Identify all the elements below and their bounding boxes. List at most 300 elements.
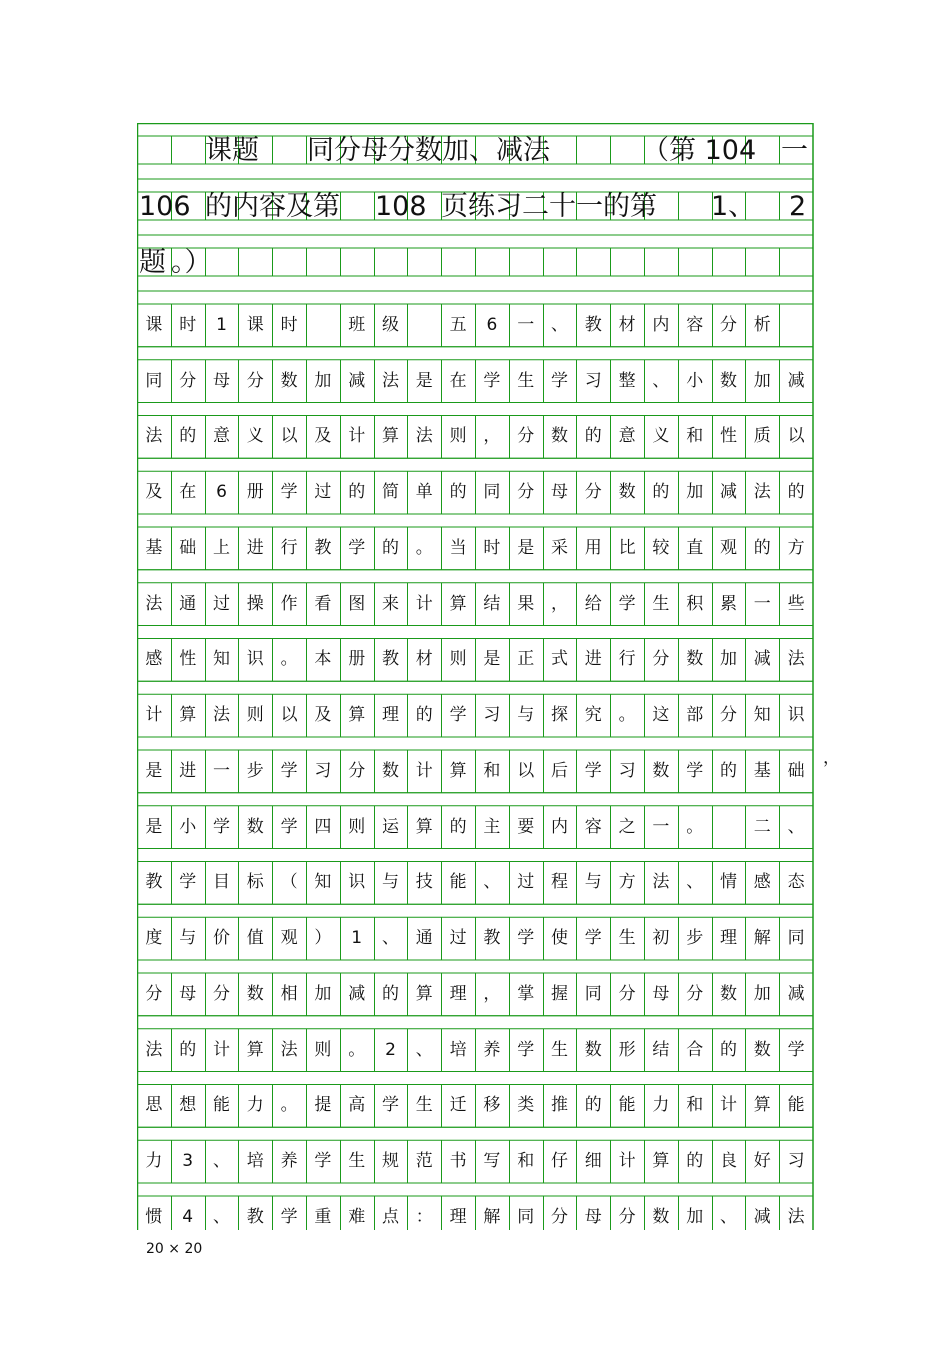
grid-cell-char: 力: [246, 1095, 264, 1116]
grid-cell-char: 学: [381, 1095, 399, 1116]
grid-cell-char: 则: [314, 1039, 332, 1060]
grid-cell-char: 与: [584, 872, 602, 893]
grid-cell-char: 是: [145, 816, 163, 837]
grid-cell-char: 识: [246, 649, 264, 670]
grid-cell-char: 能: [449, 872, 467, 893]
grid-cell-char: 材: [618, 314, 636, 335]
grid-cell-char: 2: [385, 1039, 396, 1060]
grid-cell-char: 式: [550, 649, 568, 670]
grid-cell-char: 学: [483, 370, 501, 391]
grid-cell-char: 一: [517, 314, 535, 335]
grid-cell-char: 上: [212, 537, 230, 558]
grid-cell-char: 简: [381, 482, 399, 503]
grid-cell-char: 级: [381, 314, 399, 335]
grid-cell-char: 结: [483, 593, 501, 614]
grid-cell-char: 教: [314, 537, 332, 558]
grid-cell-char: 程: [550, 872, 568, 893]
grid-cell-char: 和: [686, 1095, 704, 1116]
grid-cell-char: 进: [246, 537, 264, 558]
grid-cell-char: 的: [381, 983, 399, 1004]
grid-cell-char: 后: [550, 760, 568, 781]
grid-cell-char: 果: [517, 593, 535, 614]
grid-cell-char: 法: [753, 482, 771, 503]
grid-cell-char: 书: [449, 1151, 467, 1172]
grid-cell-char: 教: [584, 314, 602, 335]
grid-cell-char: 重: [314, 1206, 332, 1227]
grid-cell-char: 数: [753, 1039, 771, 1060]
grid-cell-char: 课: [246, 314, 264, 335]
grid-cell-char: 3: [182, 1151, 194, 1172]
grid-cell-char: 分: [348, 760, 366, 781]
margin-comma: ，: [823, 748, 840, 768]
grid-cell-char: 学: [517, 1039, 535, 1060]
grid-cell-char: 来: [381, 593, 399, 614]
grid-cell-char: 与: [179, 928, 197, 949]
title-text-segment: 1、: [711, 191, 756, 222]
grid-cell-char: 仔: [550, 1151, 568, 1172]
grid-size-label: 20 × 20: [146, 1241, 203, 1257]
grid-cell-char: 和: [686, 426, 704, 447]
grid-cell-char: 学: [517, 928, 535, 949]
grid-cell-char: 学: [787, 1039, 805, 1060]
grid-cell-char: 、: [686, 872, 704, 893]
grid-cell-char: 能: [787, 1095, 805, 1116]
grid-cell-char: 直: [686, 537, 704, 558]
grid-cell-char: 算: [415, 816, 433, 837]
grid-cell-char: 单: [415, 482, 433, 503]
grid-cell-char: 内: [550, 816, 568, 837]
grid-cell-char: 一: [652, 816, 670, 837]
grid-cell-char: 学: [584, 928, 602, 949]
title-text-segment: 的内容及第: [205, 191, 340, 222]
grid-cell-char: 计: [719, 1095, 737, 1116]
grid-cell-char: 数: [686, 649, 704, 670]
grid-cell-char: 加: [686, 1206, 704, 1227]
grid-cell-char: 要: [517, 816, 535, 837]
grid-cell-char: 减: [787, 983, 805, 1004]
grid-cell-char: 给: [584, 593, 602, 614]
grid-cell-char: 养: [280, 1151, 298, 1172]
grid-cell-char: 整: [618, 370, 636, 391]
grid-cell-char: 培: [246, 1151, 264, 1172]
grid-cell-char: 1: [216, 314, 227, 335]
grid-cell-char: 算: [381, 426, 399, 447]
grid-cell-char: 础: [179, 537, 197, 558]
grid-cell-char: 法: [145, 1039, 163, 1060]
grid-cell-char: 学: [280, 760, 298, 781]
grid-cell-char: 习: [618, 760, 636, 781]
grid-cell-char: 采: [550, 537, 568, 558]
grid-cell-char: 数: [550, 426, 568, 447]
title-text-segment: 106: [139, 191, 191, 222]
grid-cell-char: 减: [787, 370, 805, 391]
grid-cell-char: 法: [415, 426, 433, 447]
grid-cell-char: 结: [652, 1039, 670, 1060]
grid-cell-char: 算: [179, 705, 197, 726]
grid-cell-char: 推: [550, 1095, 568, 1116]
grid-cell-char: 知: [753, 705, 771, 726]
grid-cell-char: 数: [652, 760, 670, 781]
grid-cell-char: 以: [280, 705, 298, 726]
grid-cell-char: 教: [145, 872, 163, 893]
grid-cell-char: 本: [314, 649, 332, 670]
grid-cell-char: 册: [246, 482, 264, 503]
grid-cell-char: 数: [280, 370, 298, 391]
grid-cell-char: 的: [584, 426, 602, 447]
grid-cell-char: 过: [517, 872, 535, 893]
grid-cell-char: 的: [719, 1039, 737, 1060]
grid-cell-char: 教: [483, 928, 501, 949]
grid-cell-char: 分: [517, 482, 535, 503]
grid-cell-char: 移: [483, 1095, 501, 1116]
grid-cell-char: 些: [787, 593, 805, 614]
grid-cell-char: 五: [449, 314, 467, 335]
grid-cell-char: ）: [314, 928, 332, 949]
grid-cell-char: 的: [584, 1095, 602, 1116]
grid-cell-char: 课: [145, 314, 163, 335]
grid-cell-char: 以: [787, 426, 805, 447]
grid-cell-char: 分: [179, 370, 197, 391]
grid-cell-char: 生: [618, 928, 636, 949]
grid-cell-char: 分: [145, 983, 163, 1004]
title-text-segment: 108: [375, 191, 427, 222]
grid-cell-char: 在: [179, 482, 197, 503]
grid-cell-char: 的: [415, 705, 433, 726]
grid-cell-char: 计: [212, 1039, 230, 1060]
grid-cell-char: 。: [280, 1095, 298, 1116]
grid-cell-char: 相: [280, 983, 298, 1004]
grid-cell-char: 母: [212, 370, 230, 391]
grid-cell-char: 分: [584, 482, 602, 503]
grid-cell-char: 册: [348, 649, 366, 670]
grid-cell-char: 学: [348, 537, 366, 558]
grid-cell-char: 和: [517, 1151, 535, 1172]
grid-cell-char: 学: [618, 593, 636, 614]
grid-cell-char: 养: [483, 1039, 501, 1060]
grid-cell-char: 以: [280, 426, 298, 447]
grid-cell-char: 、: [483, 872, 501, 893]
grid-cell-char: 良: [719, 1151, 737, 1172]
grid-cell-char: 6: [486, 314, 498, 335]
grid-cell-char: 小: [179, 816, 197, 837]
grid-cell-char: 行: [280, 537, 298, 558]
grid-cell-char: 分: [246, 370, 264, 391]
grid-cell-char: 算: [348, 705, 366, 726]
grid-cell-char: 。: [415, 537, 433, 558]
grid-cell-char: 、: [719, 1206, 737, 1227]
grid-cell-char: 操: [246, 593, 264, 614]
grid-cell-char: 一: [753, 593, 771, 614]
grid-cell-char: 当: [449, 537, 467, 558]
grid-cell-char: 加: [719, 649, 737, 670]
grid-lines: [137, 123, 814, 1230]
grid-cell-char: 生: [517, 370, 535, 391]
grid-cell-char: 点: [381, 1206, 399, 1227]
grid-cell-char: 探: [550, 705, 568, 726]
grid-cell-char: 分: [618, 1206, 636, 1227]
grid-cell-char: ，: [483, 426, 501, 447]
grid-cell-char: 好: [753, 1151, 771, 1172]
grid-cell-char: 能: [212, 1095, 230, 1116]
grid-cell-char: 是: [483, 649, 501, 670]
grid-cell-char: 学: [280, 482, 298, 503]
grid-cell-char: 法: [381, 370, 399, 391]
grid-cell-char: 习: [787, 1151, 805, 1172]
grid-cell-char: 过: [449, 928, 467, 949]
grid-cell-char: 性: [179, 649, 197, 670]
grid-cell-char: 运: [381, 816, 399, 837]
grid-cell-char: 加: [753, 983, 771, 1004]
grid-cell-char: 法: [787, 649, 805, 670]
grid-cell-char: 类: [517, 1095, 535, 1116]
grid-cell-char: 比: [618, 537, 636, 558]
grid-cell-char: 数: [719, 370, 737, 391]
grid-cell-char: 法: [145, 593, 163, 614]
grid-cell-char: 1: [351, 928, 363, 949]
title-text-segment: 2: [789, 191, 807, 222]
grid-cell-char: 数: [652, 1206, 670, 1227]
grid-cell-char: 分: [686, 983, 704, 1004]
grid-cell-char: 惯: [145, 1206, 163, 1227]
grid-cell-char: 义: [652, 426, 670, 447]
grid-cell-char: 以: [517, 760, 535, 781]
grid-cell-char: 计: [145, 705, 163, 726]
grid-cell-char: 则: [449, 426, 467, 447]
grid-cell-char: 难: [348, 1206, 366, 1227]
grid-cell-char: 小: [686, 370, 704, 391]
grid-cell-char: 观: [280, 928, 298, 949]
grid-cell-char: 是: [415, 370, 433, 391]
grid-cell-char: 力: [652, 1095, 670, 1116]
grid-cell-char: 学: [686, 760, 704, 781]
grid-cell-char: 及: [314, 426, 332, 447]
grid-cell-char: 学: [212, 816, 230, 837]
grid-cell-char: 合: [686, 1039, 704, 1060]
grid-cell-char: 握: [550, 983, 568, 1004]
grid-cell-char: 算: [415, 983, 433, 1004]
grid-cell-char: 础: [787, 760, 805, 781]
grid-cell-char: 感: [753, 872, 771, 893]
grid-cell-char: 质: [753, 426, 771, 447]
grid-cell-char: 与: [381, 872, 399, 893]
grid-cell-char: 在: [449, 370, 467, 391]
grid-cell-char: 数: [618, 482, 636, 503]
grid-cell-char: 意: [212, 426, 230, 447]
grid-cell-char: 识: [787, 705, 805, 726]
grid-cell-char: 解: [483, 1206, 501, 1227]
grid-cell-char: 义: [246, 426, 264, 447]
grid-cell-char: 性: [719, 426, 737, 447]
grid-cell-char: 目: [212, 872, 230, 893]
grid-cell-char: 容: [584, 816, 602, 837]
grid-cell-char: 时: [483, 537, 501, 558]
grid-cell-char: 、: [415, 1039, 433, 1060]
grid-cell-char: 生: [348, 1151, 366, 1172]
grid-cell-char: 数: [246, 983, 264, 1004]
title-text-segment: 题: [139, 247, 166, 278]
grid-cell-char: 行: [618, 649, 636, 670]
grid-cell-char: 想: [179, 1095, 197, 1116]
grid-cell-char: 数: [381, 760, 399, 781]
grid-cell-char: 析: [753, 314, 771, 335]
grid-cell-char: 分: [212, 983, 230, 1004]
grid-cell-char: 步: [686, 928, 704, 949]
grid-cell-char: 分: [652, 649, 670, 670]
grid-cell-char: 理: [381, 705, 399, 726]
grid-cell-char: 情: [719, 872, 737, 893]
grid-cell-char: 的: [652, 482, 670, 503]
grid-cell-char: 正: [517, 649, 535, 670]
grid-cell-char: 减: [348, 370, 366, 391]
grid-cell-char: 数: [584, 1039, 602, 1060]
grid-cell-char: 累: [719, 593, 737, 614]
grid-cell-char: 同: [787, 928, 805, 949]
grid-cell-char: 分: [550, 1206, 568, 1227]
grid-cell-char: 加: [314, 983, 332, 1004]
grid-cell-char: 的: [179, 426, 197, 447]
grid-cell-char: 学: [550, 370, 568, 391]
grid-cell-char: 通: [415, 928, 433, 949]
grid-cell-char: 内: [652, 314, 670, 335]
grid-cell-char: 法: [212, 705, 230, 726]
title-text-segment: （第 104: [642, 135, 757, 166]
grid-cell-char: 步: [246, 760, 264, 781]
grid-cell-char: 的: [179, 1039, 197, 1060]
grid-cell-char: 则: [449, 649, 467, 670]
grid-cell-char: 一: [212, 760, 230, 781]
grid-cell-char: 习: [584, 370, 602, 391]
grid-cell-char: 教: [381, 649, 399, 670]
grid-cell-char: 计: [415, 760, 433, 781]
grid-cell-char: 知: [314, 872, 332, 893]
grid-cell-char: 加: [314, 370, 332, 391]
grid-cell-char: 分: [517, 426, 535, 447]
grid-cell-char: 及: [314, 705, 332, 726]
grid-cell-char: 容: [686, 314, 704, 335]
grid-cell-char: 计: [618, 1151, 636, 1172]
grid-cell-char: 母: [179, 983, 197, 1004]
grid-cell-char: 主: [483, 816, 501, 837]
grid-cell-char: 、: [212, 1206, 230, 1227]
title-text-segment: 同分母分数加、减法: [307, 135, 550, 166]
grid-cell-char: 较: [652, 537, 670, 558]
grid-cell-char: 感: [145, 649, 163, 670]
grid-cell-char: 习: [314, 760, 332, 781]
grid-cell-char: 意: [618, 426, 636, 447]
grid-cell-char: 减: [753, 1206, 771, 1227]
grid-cell-char: 分: [618, 983, 636, 1004]
grid-cell-char: 价: [212, 928, 230, 949]
grid-cell-char: 四: [314, 816, 332, 837]
grid-cell-char: 的: [381, 537, 399, 558]
grid-cell-char: 的: [753, 537, 771, 558]
grid-cell-char: 学: [280, 1206, 298, 1227]
grid-cell-char: 减: [753, 649, 771, 670]
grid-cell-char: 是: [145, 760, 163, 781]
grid-cell-char: ，: [550, 593, 568, 614]
title-text-segment: 页练习二十一的第: [441, 191, 657, 222]
grid-cell-char: 加: [686, 482, 704, 503]
grid-cell-char: 使: [550, 928, 568, 949]
grid-cell-char: 掌: [517, 983, 535, 1004]
grid-cell-char: 分: [719, 705, 737, 726]
grid-cell-char: 则: [348, 816, 366, 837]
grid-cell-char: 班: [348, 314, 366, 335]
grid-cell-char: ，: [483, 983, 501, 1004]
grid-cell-char: 同: [483, 482, 501, 503]
grid-cell-char: 形: [618, 1039, 636, 1060]
grid-cell-char: 。: [280, 649, 298, 670]
title-text-segment: 。）: [171, 247, 212, 278]
grid-cell-char: 标: [246, 872, 264, 893]
grid-cell-char: 初: [652, 928, 670, 949]
grid-cell-char: 算: [652, 1151, 670, 1172]
grid-cell-char: 理: [449, 983, 467, 1004]
grid-cell-char: 写: [483, 1151, 501, 1172]
grid-cell-char: 算: [246, 1039, 264, 1060]
grid-cell-char: ：: [415, 1206, 433, 1227]
grid-cell-char: 过: [314, 482, 332, 503]
grid-cell-char: 。: [686, 816, 704, 837]
grid-cell-char: 4: [182, 1206, 194, 1227]
grid-cell-char: 生: [550, 1039, 568, 1060]
grid-cell-char: 母: [652, 983, 670, 1004]
grid-cell-char: 习: [483, 705, 501, 726]
grid-cell-char: 同: [584, 983, 602, 1004]
grid-cell-char: 高: [348, 1095, 366, 1116]
grid-cell-char: 母: [584, 1206, 602, 1227]
grid-cell-char: 范: [415, 1151, 433, 1172]
grid-cell-char: 学: [314, 1151, 332, 1172]
grid-cell-char: 的: [449, 816, 467, 837]
grid-cell-char: 迁: [449, 1095, 467, 1116]
grid-cell-char: 图: [348, 593, 366, 614]
grid-cell-char: 时: [179, 314, 197, 335]
grid-cell-char: 力: [145, 1151, 163, 1172]
title-text-segment: 一: [781, 135, 808, 166]
grid-cell-char: 。: [348, 1039, 366, 1060]
grid-cell-char: 法: [145, 426, 163, 447]
grid-cell-char: 同: [517, 1206, 535, 1227]
grid-cell-char: 解: [753, 928, 771, 949]
grid-cell-char: 时: [280, 314, 298, 335]
grid-cell-char: 教: [246, 1206, 264, 1227]
grid-cell-char: 算: [449, 593, 467, 614]
grid-cell-char: 基: [145, 537, 163, 558]
manuscript-grid-sheet: [137, 123, 813, 1229]
grid-cell-char: 观: [719, 537, 737, 558]
grid-cell-char: 加: [753, 370, 771, 391]
grid-cell-char: 6: [216, 482, 227, 503]
grid-cell-char: 基: [753, 760, 771, 781]
grid-cell-char: 过: [212, 593, 230, 614]
grid-cell-char: 进: [584, 649, 602, 670]
grid-cell-char: 学: [449, 705, 467, 726]
grid-cell-char: 、: [652, 370, 670, 391]
grid-cell-char: 培: [449, 1039, 467, 1060]
grid-cell-char: 度: [145, 928, 163, 949]
grid-cell-char: 的: [449, 482, 467, 503]
grid-cell-char: 态: [787, 872, 805, 893]
grid-cell-char: 提: [314, 1095, 332, 1116]
grid-cell-char: 学: [179, 872, 197, 893]
grid-cell-char: 技: [415, 872, 433, 893]
grid-cell-char: 二: [753, 816, 771, 837]
grid-cell-char: 数: [719, 983, 737, 1004]
grid-cell-char: 计: [348, 426, 366, 447]
grid-cell-char: 法: [787, 1206, 805, 1227]
grid-cell-char: 分: [719, 314, 737, 335]
